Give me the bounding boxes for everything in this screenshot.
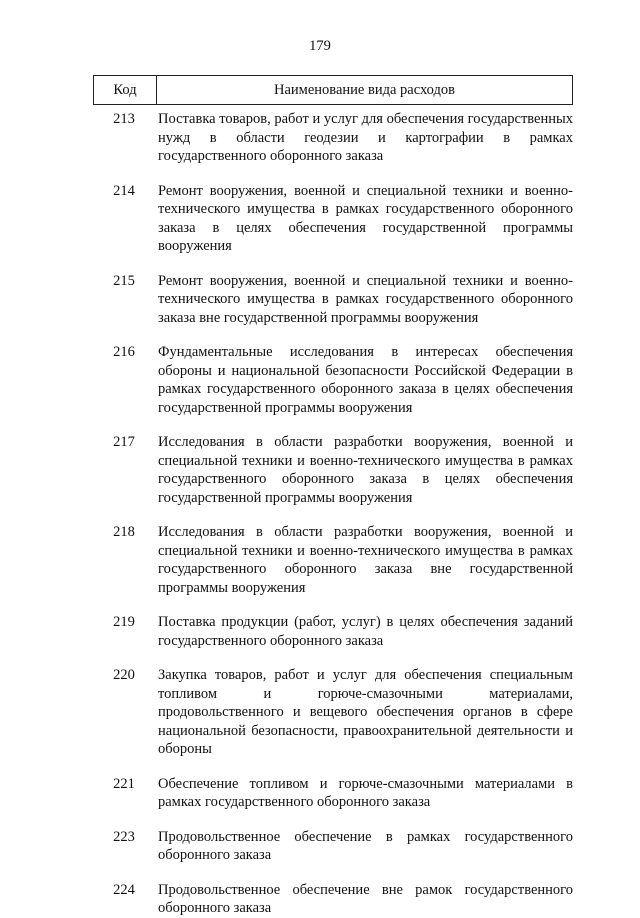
row-code: 218 — [113, 524, 135, 540]
table-row — [93, 272, 573, 328]
row-description: Исследования в области разработки вооружения, военной и специальной техники и военно-технического имущества в рамках государственного оборонного заказа в целях обеспечения государственной программы вооружения — [158, 434, 573, 506]
header-name: Наименование вида расходов — [274, 81, 455, 98]
page-number: 179 — [309, 38, 331, 54]
row-code: 215 — [113, 272, 135, 289]
table-row — [93, 433, 573, 507]
row-description: Исследования в области разработки вооружения, военной и специальной техники и военно-технического имущества в рамках государственного оборонного заказа вне государственной программы вооружения — [158, 524, 573, 596]
table-row — [93, 182, 573, 256]
header-code: Код — [94, 76, 157, 104]
row-description: Ремонт вооружения, военной и специальной техники и военно-технического имущества в рамках государственного оборонного заказа в целях обеспечения государственной программы вооружения — [158, 182, 573, 254]
row-description: Закупка товаров, работ и услуг для обеспечения специальным топливом и горюче-смазочными материалами, продовольственного и вещевого обеспечения органов в сфере национальной безопасности, правоохранительной деятельности и обороны — [158, 667, 573, 757]
table-row — [93, 523, 573, 597]
row-code: 213 — [113, 111, 135, 127]
row-code: 214 — [113, 182, 135, 199]
table-body — [93, 110, 573, 918]
table-row — [93, 343, 573, 417]
table-row — [93, 775, 573, 812]
row-code: 224 — [113, 881, 135, 898]
row-description: Поставка товаров, работ и услуг для обеспечения государственных нужд в области геодезии и картографии в рамках государственного оборонного заказа — [158, 111, 573, 164]
row-code: 217 — [113, 434, 135, 450]
row-description: Продовольственное обеспечение в рамках государственного оборонного заказа — [158, 828, 573, 863]
row-description: Ремонт вооружения, военной и специальной техники и военно-технического имущества в рамках государственного оборонного заказа вне государственной программы вооружения — [158, 272, 573, 326]
row-code: 220 — [113, 667, 135, 683]
table-row — [93, 881, 573, 918]
table-row — [93, 666, 573, 759]
row-description: Поставка продукции (работ, услуг) в целях обеспечения заданий государственного оборонного заказа — [158, 614, 573, 649]
table-row — [93, 828, 573, 865]
row-code: 221 — [113, 775, 135, 792]
table-row — [93, 110, 573, 166]
row-code: 216 — [113, 344, 135, 360]
row-description: Обеспечение топливом и горюче-смазочными материалами в рамках государственного оборонного заказа — [158, 775, 573, 810]
row-description: Продовольственное обеспечение вне рамок государственного оборонного заказа — [158, 881, 573, 916]
table-row — [93, 613, 573, 650]
row-code: 219 — [113, 614, 135, 630]
row-description: Фундаментальные исследования в интересах обеспечения обороны и национальной безопасности Российской Федерации в рамках государственного оборонного заказа в целях обеспечения государственной программы вооружения — [158, 344, 573, 416]
row-code: 223 — [113, 828, 135, 845]
table-header — [93, 75, 573, 105]
